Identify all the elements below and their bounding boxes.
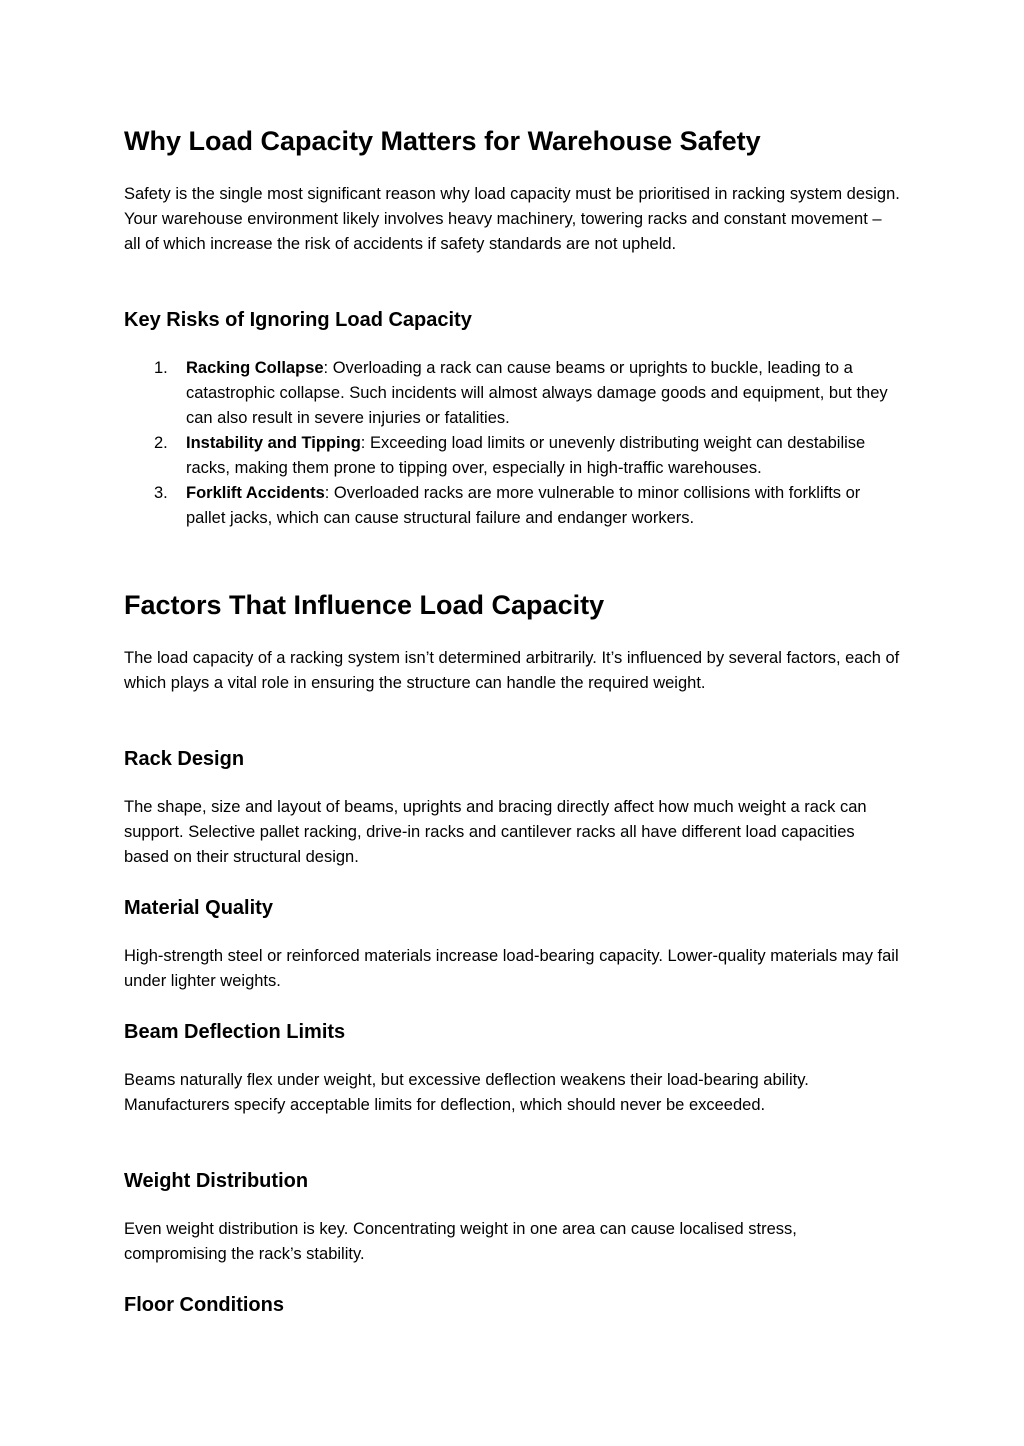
paragraph-weight-distribution: Even weight distribution is key. Concentrating weight in one area can cause localised stress, compromising the rack’s stability. [124, 1220, 797, 1263]
list-item-text: : Overloading a rack can cause beams or uprights to buckle, leading to a catastrophic collapse. Such incidents will almost always damage goods and equipment, but they can also result in severe injuries or fatalities. [186, 359, 888, 427]
list-item-term: Instability and Tipping [186, 434, 361, 452]
heading-factors: Factors That Influence Load Capacity [124, 590, 605, 620]
heading-rack-design: Rack Design [124, 748, 245, 770]
list-item [124, 356, 900, 431]
list-item [124, 481, 900, 531]
heading-material-quality: Material Quality [124, 897, 273, 919]
list-item-number: 3. [154, 484, 168, 502]
heading-floor-conditions: Floor Conditions [124, 1294, 284, 1316]
list-item-term: Racking Collapse [186, 359, 324, 377]
paragraph-material-quality: High-strength steel or reinforced materials increase load-bearing capacity. Lower-quality materials may fail under lighter weights. [124, 947, 899, 990]
paragraph-factors-intro: The load capacity of a racking system isn’t determined arbitrarily. It’s influenced by several factors, each of which plays a vital role in ensuring the structure can handle the required weight. [124, 649, 900, 692]
list-item-text: : Exceeding load limits or unevenly distributing weight can destabilise racks, making them prone to tipping over, especially in high-traffic warehouses. [186, 434, 866, 477]
paragraph-rack-design: The shape, size and layout of beams, uprights and bracing directly affect how much weight a rack can support. Selective pallet racking, drive-in racks and cantilever racks all have different load capacities based on their structural design. [124, 798, 867, 866]
paragraph-safety-intro: Safety is the single most significant reason why load capacity must be prioritised in racking system design. Your warehouse environment likely involves heavy machinery, towering racks and constant movement – all of which increase the risk of accidents if safety standards are not upheld. [124, 185, 900, 253]
list-item-term: Forklift Accidents [186, 484, 325, 502]
heading-weight-distribution: Weight Distribution [124, 1170, 309, 1192]
list-item-text: : Overloaded racks are more vulnerable to minor collisions with forklifts or pallet jacks, which can cause structural failure and endanger workers. [186, 484, 861, 527]
risks-list [124, 356, 900, 531]
heading-why-load-capacity: Why Load Capacity Matters for Warehouse Safety [124, 126, 761, 156]
list-item [124, 431, 900, 481]
heading-beam-deflection: Beam Deflection Limits [124, 1021, 346, 1043]
list-item-number: 2. [154, 434, 168, 452]
heading-key-risks: Key Risks of Ignoring Load Capacity [124, 309, 472, 331]
list-item-number: 1. [154, 359, 168, 377]
paragraph-beam-deflection: Beams naturally flex under weight, but excessive deflection weakens their load-bearing ability. Manufacturers specify acceptable limits for deflection, which should never be exceeded. [124, 1071, 809, 1114]
